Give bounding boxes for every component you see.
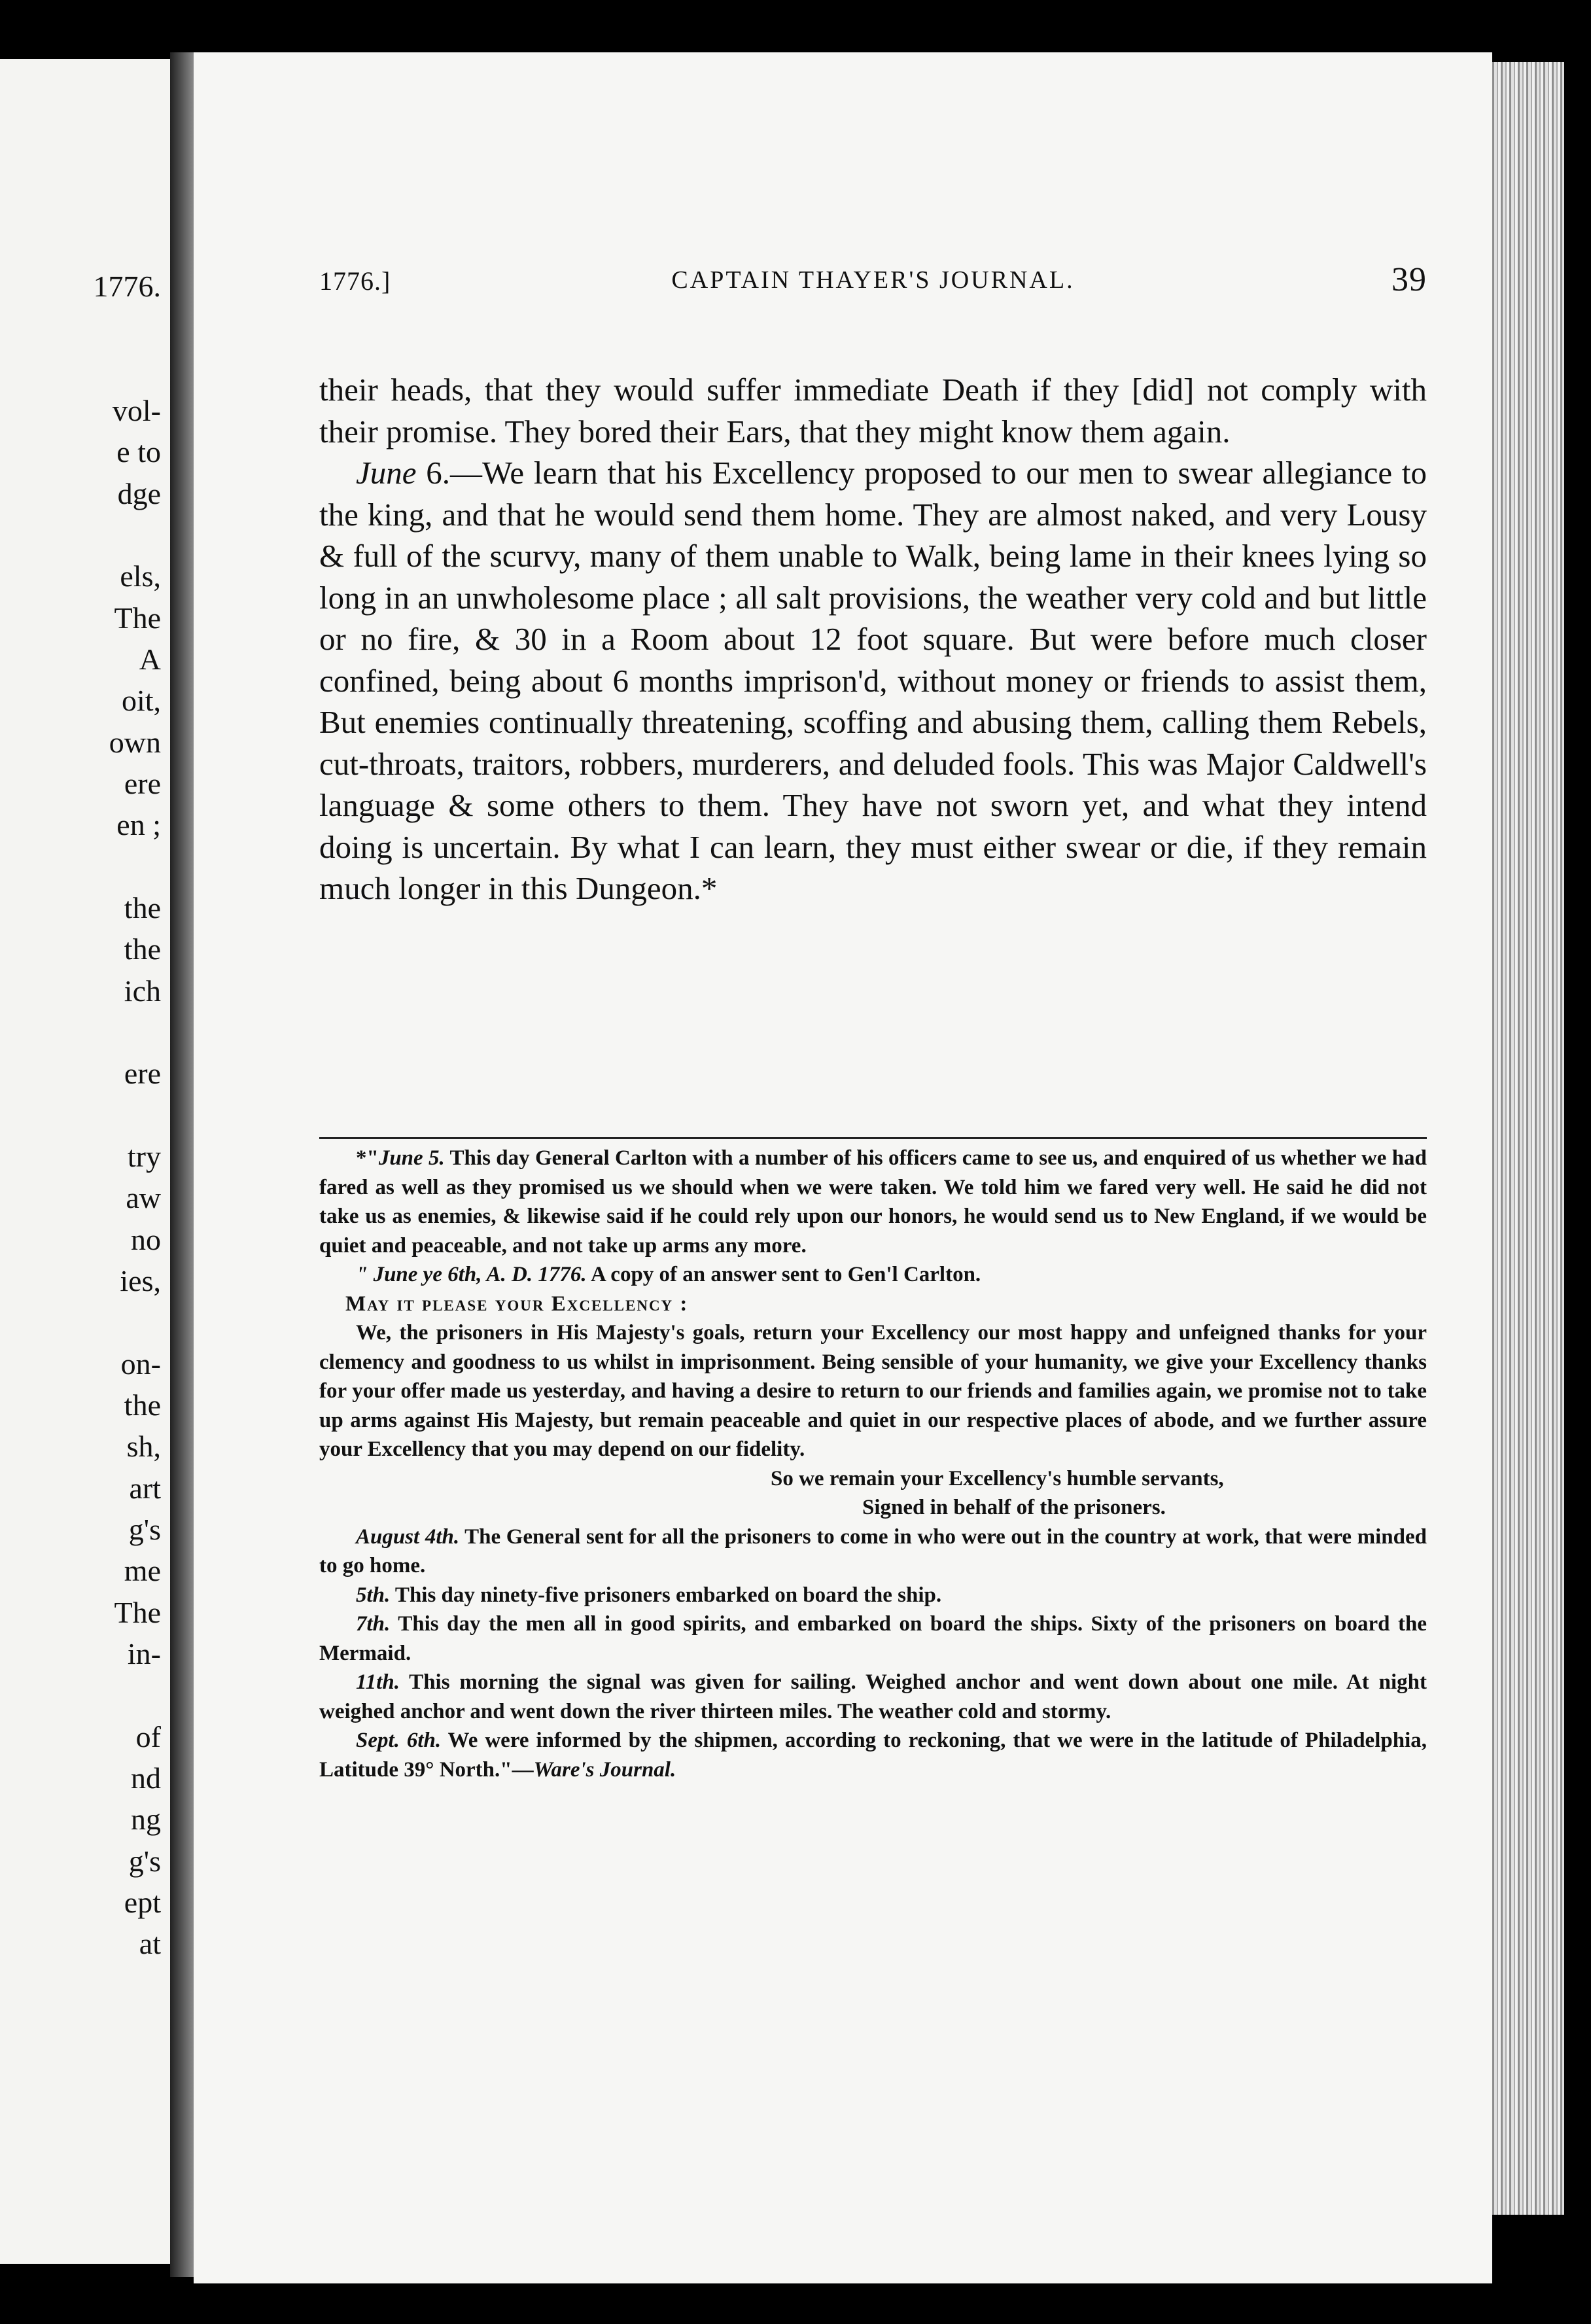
left-page-fragment: ere <box>124 1057 161 1090</box>
entry-date: June <box>356 455 417 491</box>
left-page-fragment: in- <box>127 1637 161 1670</box>
footnote-august-5 <box>319 1581 1427 1610</box>
footnote-august-7 <box>319 1610 1427 1668</box>
running-head-title: CAPTAIN THAYER'S JOURNAL. <box>671 266 1075 294</box>
running-head <box>319 260 1427 306</box>
footnote-text: This morning the signal was given for sailing. Weighed anchor and went down about one mile. At night weighed anchor and went down the river thirteen miles. The weather cold and stormy. <box>319 1670 1427 1723</box>
letter-signature: Signed in behalf of the prisoners. <box>862 1496 1166 1519</box>
footnote-text: This day the men all in good spirits, and embarked on board the ships. Sixty of the prisoners on board the Mermaid. <box>319 1612 1427 1665</box>
footnote-august-11 <box>319 1668 1427 1726</box>
letter-salutation: May it please your Excellency : <box>345 1292 689 1316</box>
entry-text: 6.—We learn that his Excellency proposed to our men to swear allegiance to the king, and that he would send them home. They are almost naked, and very Lousy & full of the scurvy, many of them unable to Walk, being lame in their knees lying so long in an unwholesome place ; all salt provisions, the weather very cold and but little or no fire, & 30 in a Room about 12 foot square. But were before much closer confined, being about 6 months imprison'd, without money or friends to assist them, But enemies continually threatening, scoffing and abusing them, calling them Rebels, cut-throats, traitors, robbers, murderers, and deluded fools. This was Major Caldwell's language & some others to them. They have not sworn yet, and what they intend doing is uncertain. By what I can learn, they must either swear or die, if they remain much longer in this Dungeon.* <box>319 455 1427 906</box>
footnote-block <box>319 1144 1427 1784</box>
page-number: 39 <box>1391 261 1427 298</box>
left-page-fragment: art <box>129 1471 161 1505</box>
left-page-fragment: en ; <box>116 808 161 841</box>
left-page-fragment: the <box>124 1388 161 1422</box>
left-page-fragment: of <box>135 1720 161 1753</box>
left-page-fragment: sh, <box>126 1430 161 1463</box>
footnote-rule <box>319 1137 1427 1139</box>
left-page-fragment: 1776. <box>93 270 161 303</box>
left-page-fragment: oit, <box>121 684 161 717</box>
left-page-fragment: aw <box>126 1181 161 1214</box>
page-edges <box>1492 62 1564 2215</box>
left-page-fragment: the <box>124 932 161 966</box>
footnote-mark: *" <box>356 1146 379 1170</box>
footnote-text: This day General Carlton with a number of his officers came to see us, and enquired of us whether we had fared as well as they promised us we should when we were taken. We told him we fared very well. He said he did not take us as enemies, & likewise said if he could rely upon our honors, he would send us to New England, if we would be quiet and peaceable, and not take up arms any more. <box>319 1146 1427 1258</box>
footnote-date: 11th. <box>356 1670 400 1694</box>
left-page-fragment: try <box>127 1140 161 1173</box>
left-page-fragment: ept <box>124 1886 161 1919</box>
left-page-fragment: A <box>139 643 161 676</box>
footnote-text: The General sent for all the prisoners to come in who were out in the country at work, that were minded to go home. <box>319 1524 1427 1577</box>
left-page-fragment: The <box>114 601 161 635</box>
footnote-date: June 5. <box>378 1146 445 1170</box>
previous-page-fragment <box>0 59 170 2264</box>
footnote-june-6 <box>319 1260 1427 1290</box>
footnote-text: We were informed by the shipmen, according to reckoning, that we were in the latitude of Philadelphia, Latitude 39° North."— <box>319 1729 1427 1782</box>
footnote-date: Sept. 6th. <box>356 1729 442 1752</box>
footnote-june-5 <box>319 1144 1427 1260</box>
left-page-fragment: ere <box>124 767 161 800</box>
left-page-fragment: dge <box>117 477 161 510</box>
left-page-fragment: on- <box>120 1347 161 1381</box>
footnote-date: August 4th. <box>356 1524 460 1549</box>
footnote-august-4 <box>319 1523 1427 1581</box>
journal-body <box>319 369 1427 909</box>
footnote-date: 5th. <box>356 1583 391 1607</box>
running-head-year: 1776.] <box>319 266 391 296</box>
footnote-date: " June ye 6th, A. D. 1776. <box>356 1263 587 1286</box>
left-page-fragment: ich <box>124 974 161 1008</box>
left-page-fragment: g's <box>128 1844 161 1878</box>
book-gutter <box>170 52 194 2277</box>
left-page-fragment: ies, <box>120 1264 161 1297</box>
left-page-fragment: at <box>139 1927 161 1960</box>
left-page-fragment: e to <box>116 435 161 468</box>
footnote-text: This day ninety-five prisoners embarked on board the ship. <box>390 1583 942 1607</box>
left-page-fragment: the <box>124 891 161 924</box>
left-page-fragment: ng <box>131 1803 161 1836</box>
footnote-source: Ware's Journal. <box>533 1757 676 1782</box>
footnote-sept-6 <box>319 1726 1427 1784</box>
left-page-fragment: g's <box>128 1513 161 1546</box>
left-page-fragment: no <box>131 1223 161 1256</box>
paragraph-june-6 <box>319 452 1427 909</box>
footnote-date: 7th. <box>356 1612 391 1636</box>
left-page-fragment: me <box>124 1554 161 1587</box>
left-page-fragment: own <box>109 726 161 759</box>
book-page <box>194 52 1492 2283</box>
paragraph-continued: their heads, that they would suffer immediate Death if they [did] not comply with their promise. They bored their Ears, that they might know them again. <box>319 372 1427 449</box>
letter-closing: So we remain your Excellency's humble servants, <box>771 1466 1224 1490</box>
left-page-fragment: nd <box>131 1761 161 1795</box>
footnote-text: A copy of an answer sent to Gen'l Carlton. <box>586 1263 981 1286</box>
left-page-fragment: vol- <box>112 394 161 427</box>
letter-body: We, the prisoners in His Majesty's goals, return your Excellency our most happy and unfeigned thanks for your clemency and goodness to us whilst in imprisonment. Being sensible of your humanity, we give your Excellency thanks for your offer made us yesterday, and having a desire to return to our friends and families again, we promise not to take up arms against His Majesty, but remain peaceable and quiet in our respective places of abode, and we further assure your Excellency that you may depend on our fidelity. <box>319 1321 1427 1461</box>
left-page-fragment: The <box>114 1596 161 1629</box>
left-page-fragment: els, <box>120 559 161 593</box>
